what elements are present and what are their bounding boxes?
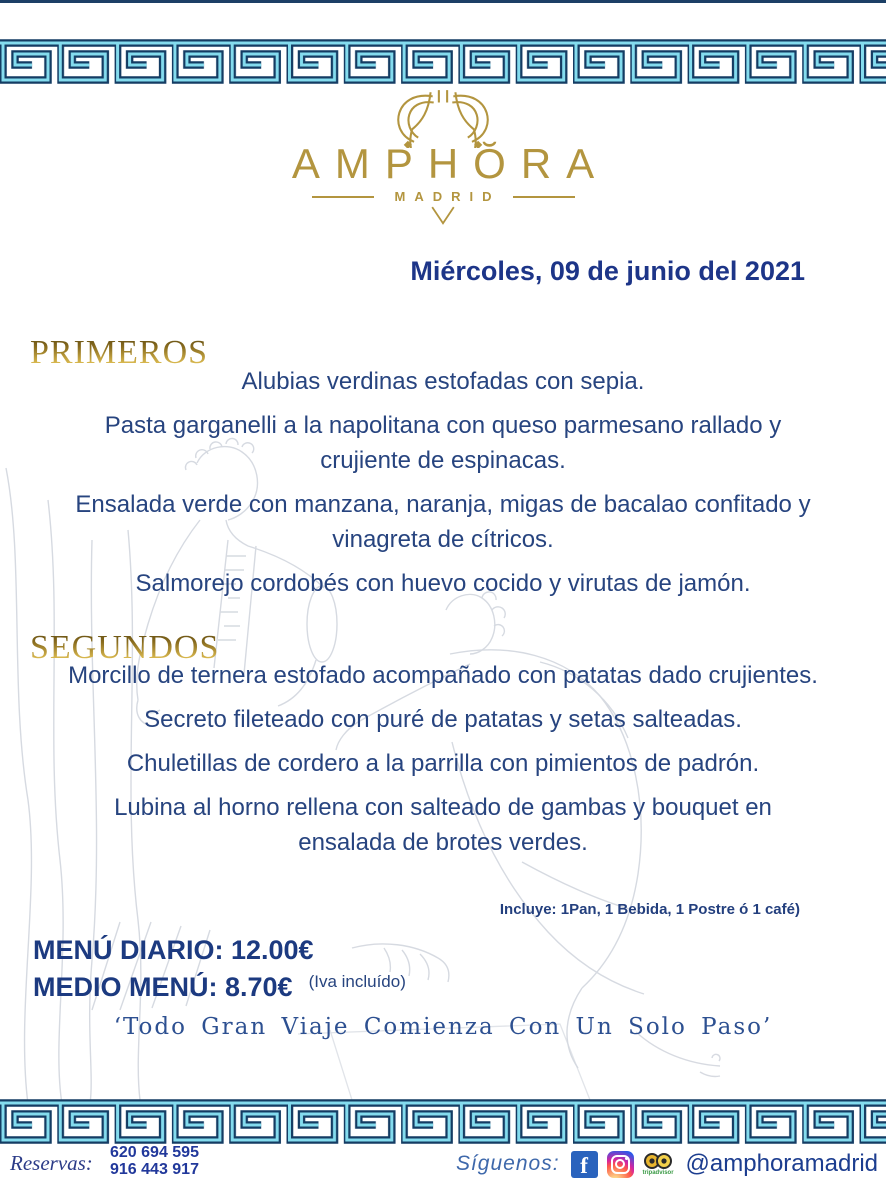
top-hairline [0, 0, 886, 3]
brand-name: AMPHŎRA [291, 140, 610, 187]
includes-note: Incluye: 1Pan, 1 Bebida, 1 Postre ó 1 café) [499, 901, 800, 918]
instagram-icon[interactable] [607, 1151, 634, 1178]
amphora-base-icon [425, 204, 461, 230]
menu-item: Lubina al horno rellena con salteado de gambas y bouquet en ensalada de brotes verdes. [114, 794, 772, 856]
menu-item: Chuletillas de cordero a la parrilla con pimientos de padrón. [126, 750, 760, 777]
greek-key-border-bottom [0, 1096, 886, 1146]
brand-city: MADRID [394, 189, 501, 204]
segundos-items [43, 658, 843, 869]
phone-number[interactable]: 620 694 595 [110, 1144, 199, 1161]
menu-item: Pasta garganelli a la napolitana con queso parmesano rallado y crujiente de espinacas. [104, 412, 782, 474]
phone-numbers [110, 1144, 199, 1178]
menu-date: Miércoles, 09 de junio del 2021 [410, 256, 805, 286]
left-rule [312, 196, 374, 198]
menu-item: Secreto fileteado con puré de patatas y setas salteadas. [144, 706, 742, 733]
reservations-label: Reservas: [10, 1151, 93, 1175]
daily-menu-price: MENÚ DIARIO: 12.00€ [33, 935, 314, 965]
social-handle[interactable]: @amphoramadrid [685, 1150, 878, 1177]
social-row [456, 1150, 878, 1178]
amphora-vessel-icon [358, 86, 528, 148]
brand-city-row [0, 189, 886, 204]
section-title-primeros: PRIMEROS [30, 334, 209, 372]
half-menu-price: MEDIO MENÚ: 8.70€ [33, 972, 293, 1002]
primeros-items [43, 364, 843, 610]
restaurant-logo [0, 86, 886, 230]
menu-item: Morcillo de ternera estofado acompañado con patatas dado crujientes. [68, 662, 818, 689]
section-title-segundos: SEGUNDOS [30, 629, 220, 667]
footer [0, 1143, 886, 1181]
tripadvisor-icon[interactable]: tripadvisor [643, 1152, 674, 1176]
price-block [33, 932, 406, 1009]
menu-item: Alubias verdinas estofadas con sepia. [241, 368, 645, 395]
greek-key-border-top [0, 36, 886, 86]
facebook-icon[interactable]: f [571, 1151, 598, 1178]
right-rule [513, 196, 575, 198]
phone-number[interactable]: 916 443 917 [110, 1161, 199, 1178]
vat-note: (Iva incluído) [308, 972, 406, 991]
half-menu-price-line [33, 969, 406, 1009]
menu-item: Ensalada verde con manzana, naranja, migas de bacalao confitado y vinagreta de cítricos. [75, 491, 811, 553]
menu-item: Salmorejo cordobés con huevo cocido y virutas de jamón. [135, 570, 751, 597]
follow-us-label: Síguenos: [455, 1152, 560, 1175]
motto-quote: ‘Todo Gran Viaje Comienza Con Un Solo Paso’ [113, 1014, 773, 1040]
